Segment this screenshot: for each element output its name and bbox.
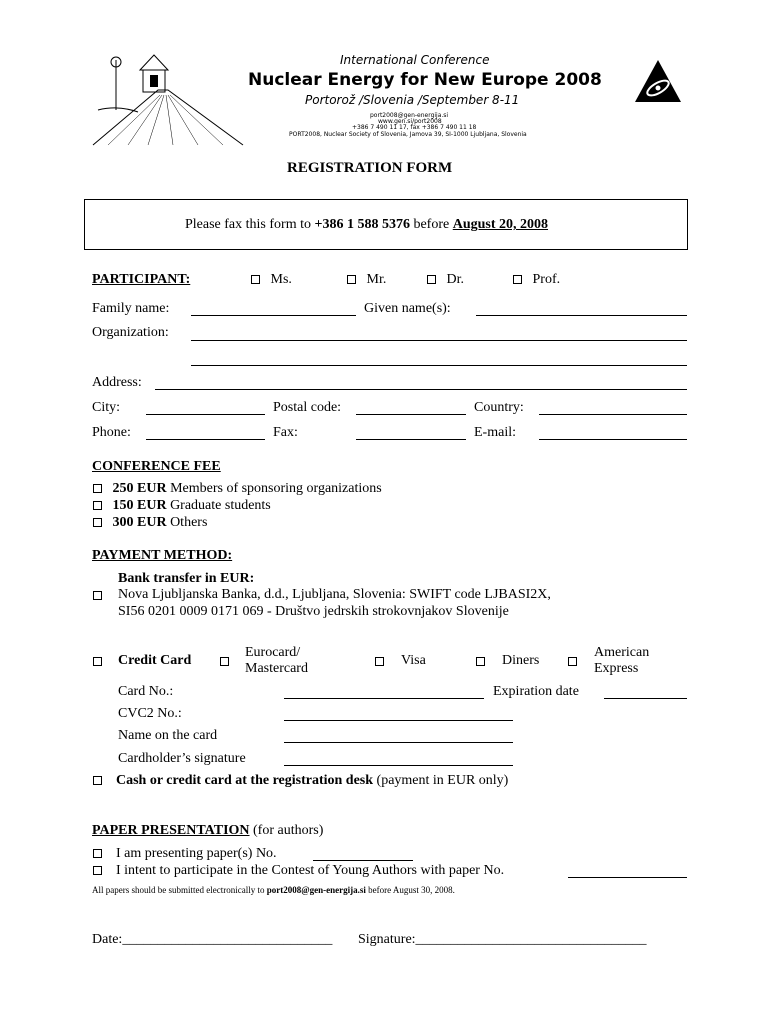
fee-option-150[interactable]: 150 EUR Graduate students xyxy=(93,498,271,514)
organization-label: Organization: xyxy=(92,325,169,340)
checkbox-icon[interactable] xyxy=(93,484,102,493)
atom-logo-icon xyxy=(633,58,683,104)
fax-field[interactable] xyxy=(356,439,466,440)
signature-field[interactable]: Signature:_________________________________ xyxy=(358,932,647,947)
contest-option[interactable]: I intent to participate in the Contest of Young Authors with paper No. xyxy=(93,863,504,879)
address-label: Address: xyxy=(92,375,142,390)
fee-option-250[interactable]: 250 EUR Members of sponsoring organizations xyxy=(93,481,382,497)
postal-code-field[interactable] xyxy=(356,414,466,415)
conference-type: International Conference xyxy=(340,53,490,67)
checkbox-icon[interactable] xyxy=(427,275,436,284)
email-label: E-mail: xyxy=(474,425,516,440)
fee-option-300[interactable]: 300 EUR Others xyxy=(93,515,207,531)
checkbox-icon[interactable] xyxy=(93,849,102,858)
family-name-label: Family name: xyxy=(92,301,170,316)
bank-details-line2: SI56 0201 0009 0171 069 - Društvo jedrskih strokovnjakov Slovenije xyxy=(118,604,509,619)
fax-label: Fax: xyxy=(273,425,298,440)
checkbox-icon[interactable] xyxy=(93,501,102,510)
visa-checkbox[interactable] xyxy=(375,657,384,666)
card-no-label: Card No.: xyxy=(118,684,174,699)
checkbox-icon[interactable] xyxy=(347,275,356,284)
city-label: City: xyxy=(92,400,121,415)
city-field[interactable] xyxy=(146,414,265,415)
contact-email: port2008@gen-energija.si xyxy=(370,112,449,119)
contact-web: www.gen.si/port2008 xyxy=(378,118,442,125)
fee-heading: CONFERENCE FEE xyxy=(92,459,221,474)
visa-label: Visa xyxy=(401,653,426,668)
name-on-card-label: Name on the card xyxy=(118,728,218,743)
email-field[interactable] xyxy=(539,439,687,440)
cardholder-signature-label: Cardholder’s signature xyxy=(118,751,246,766)
country-field[interactable] xyxy=(539,414,687,415)
eurocard-label-1: Eurocard/ xyxy=(245,645,301,660)
presenting-paper-field[interactable] xyxy=(313,860,413,861)
checkbox-icon[interactable] xyxy=(251,275,260,284)
payment-heading: PAYMENT METHOD: xyxy=(92,548,233,563)
cvc-label: CVC2 No.: xyxy=(118,706,182,721)
cardholder-signature-field[interactable] xyxy=(284,765,513,766)
form-title: REGISTRATION FORM xyxy=(287,160,453,176)
cash-option[interactable]: Cash or credit card at the registration desk (payment in EUR only) xyxy=(93,773,508,789)
presenting-option[interactable]: I am presenting paper(s) No. xyxy=(93,846,277,862)
submission-note: All papers should be submitted electronically to port2008@gen-energija.si before August 30, 2008. xyxy=(92,885,455,895)
bank-transfer-checkbox[interactable] xyxy=(93,591,102,600)
credit-card-label: Credit Card xyxy=(118,653,192,668)
checkbox-icon[interactable] xyxy=(93,518,102,527)
lighthouse-sketch-icon xyxy=(88,50,246,150)
amex-label-2: Express xyxy=(594,661,639,676)
phone-label: Phone: xyxy=(92,425,131,440)
title-option-dr[interactable]: Dr. xyxy=(427,272,464,288)
country-label: Country: xyxy=(474,400,524,415)
diners-checkbox[interactable] xyxy=(476,657,485,666)
conference-title: Nuclear Energy for New Europe 2008 xyxy=(248,70,602,90)
fax-deadline: August 20, 2008 xyxy=(452,217,549,232)
expiration-label: Expiration date xyxy=(493,684,579,699)
amex-checkbox[interactable] xyxy=(568,657,577,666)
eurocard-label-2: Mastercard xyxy=(245,661,308,676)
paper-heading: PAPER PRESENTATION (for authors) xyxy=(92,823,324,838)
diners-label: Diners xyxy=(502,653,540,668)
participant-heading: PARTICIPANT: xyxy=(92,272,191,287)
credit-card-checkbox[interactable] xyxy=(93,657,102,666)
date-field[interactable]: Date:______________________________ xyxy=(92,932,333,947)
given-names-label: Given name(s): xyxy=(364,301,451,316)
fax-number: +386 1 588 5376 xyxy=(314,217,410,232)
family-name-field[interactable] xyxy=(191,315,356,316)
cvc-field[interactable] xyxy=(284,720,513,721)
checkbox-icon[interactable] xyxy=(93,866,102,875)
conference-place: Portorož /Slovenia /September 8-11 xyxy=(305,93,520,107)
postal-code-label: Postal code: xyxy=(273,400,342,415)
phone-field[interactable] xyxy=(146,439,265,440)
expiration-field[interactable] xyxy=(604,698,687,699)
bank-details-line1: Nova Ljubljanska Banka, d.d., Ljubljana, Slovenia: SWIFT code LJBASI2X, xyxy=(118,587,551,602)
organization-field[interactable] xyxy=(191,340,687,341)
contact-address: PORT2008, Nuclear Society of Slovenia, Jamova 39, SI-1000 Ljubljana, Slovenia xyxy=(289,131,527,138)
given-names-field[interactable] xyxy=(476,315,687,316)
amex-label-1: American xyxy=(594,645,650,660)
name-on-card-field[interactable] xyxy=(284,742,513,743)
card-no-field[interactable] xyxy=(284,698,484,699)
organization-field-2[interactable] xyxy=(191,365,687,366)
fax-notice: Please fax this form to +386 1 588 5376 before August 20, 2008 xyxy=(185,217,549,232)
contest-paper-field[interactable] xyxy=(568,877,687,878)
eurocard-checkbox[interactable] xyxy=(220,657,229,666)
address-field[interactable] xyxy=(155,389,687,390)
contact-phone: +386 7 490 11 17, fax +386 7 490 11 18 xyxy=(352,124,477,131)
title-option-mr[interactable]: Mr. xyxy=(347,272,386,288)
checkbox-icon[interactable] xyxy=(93,776,102,785)
title-option-prof[interactable]: Prof. xyxy=(513,272,560,288)
title-option-ms[interactable]: Ms. xyxy=(251,272,292,288)
bank-transfer-title: Bank transfer in EUR: xyxy=(118,571,255,586)
checkbox-icon[interactable] xyxy=(513,275,522,284)
